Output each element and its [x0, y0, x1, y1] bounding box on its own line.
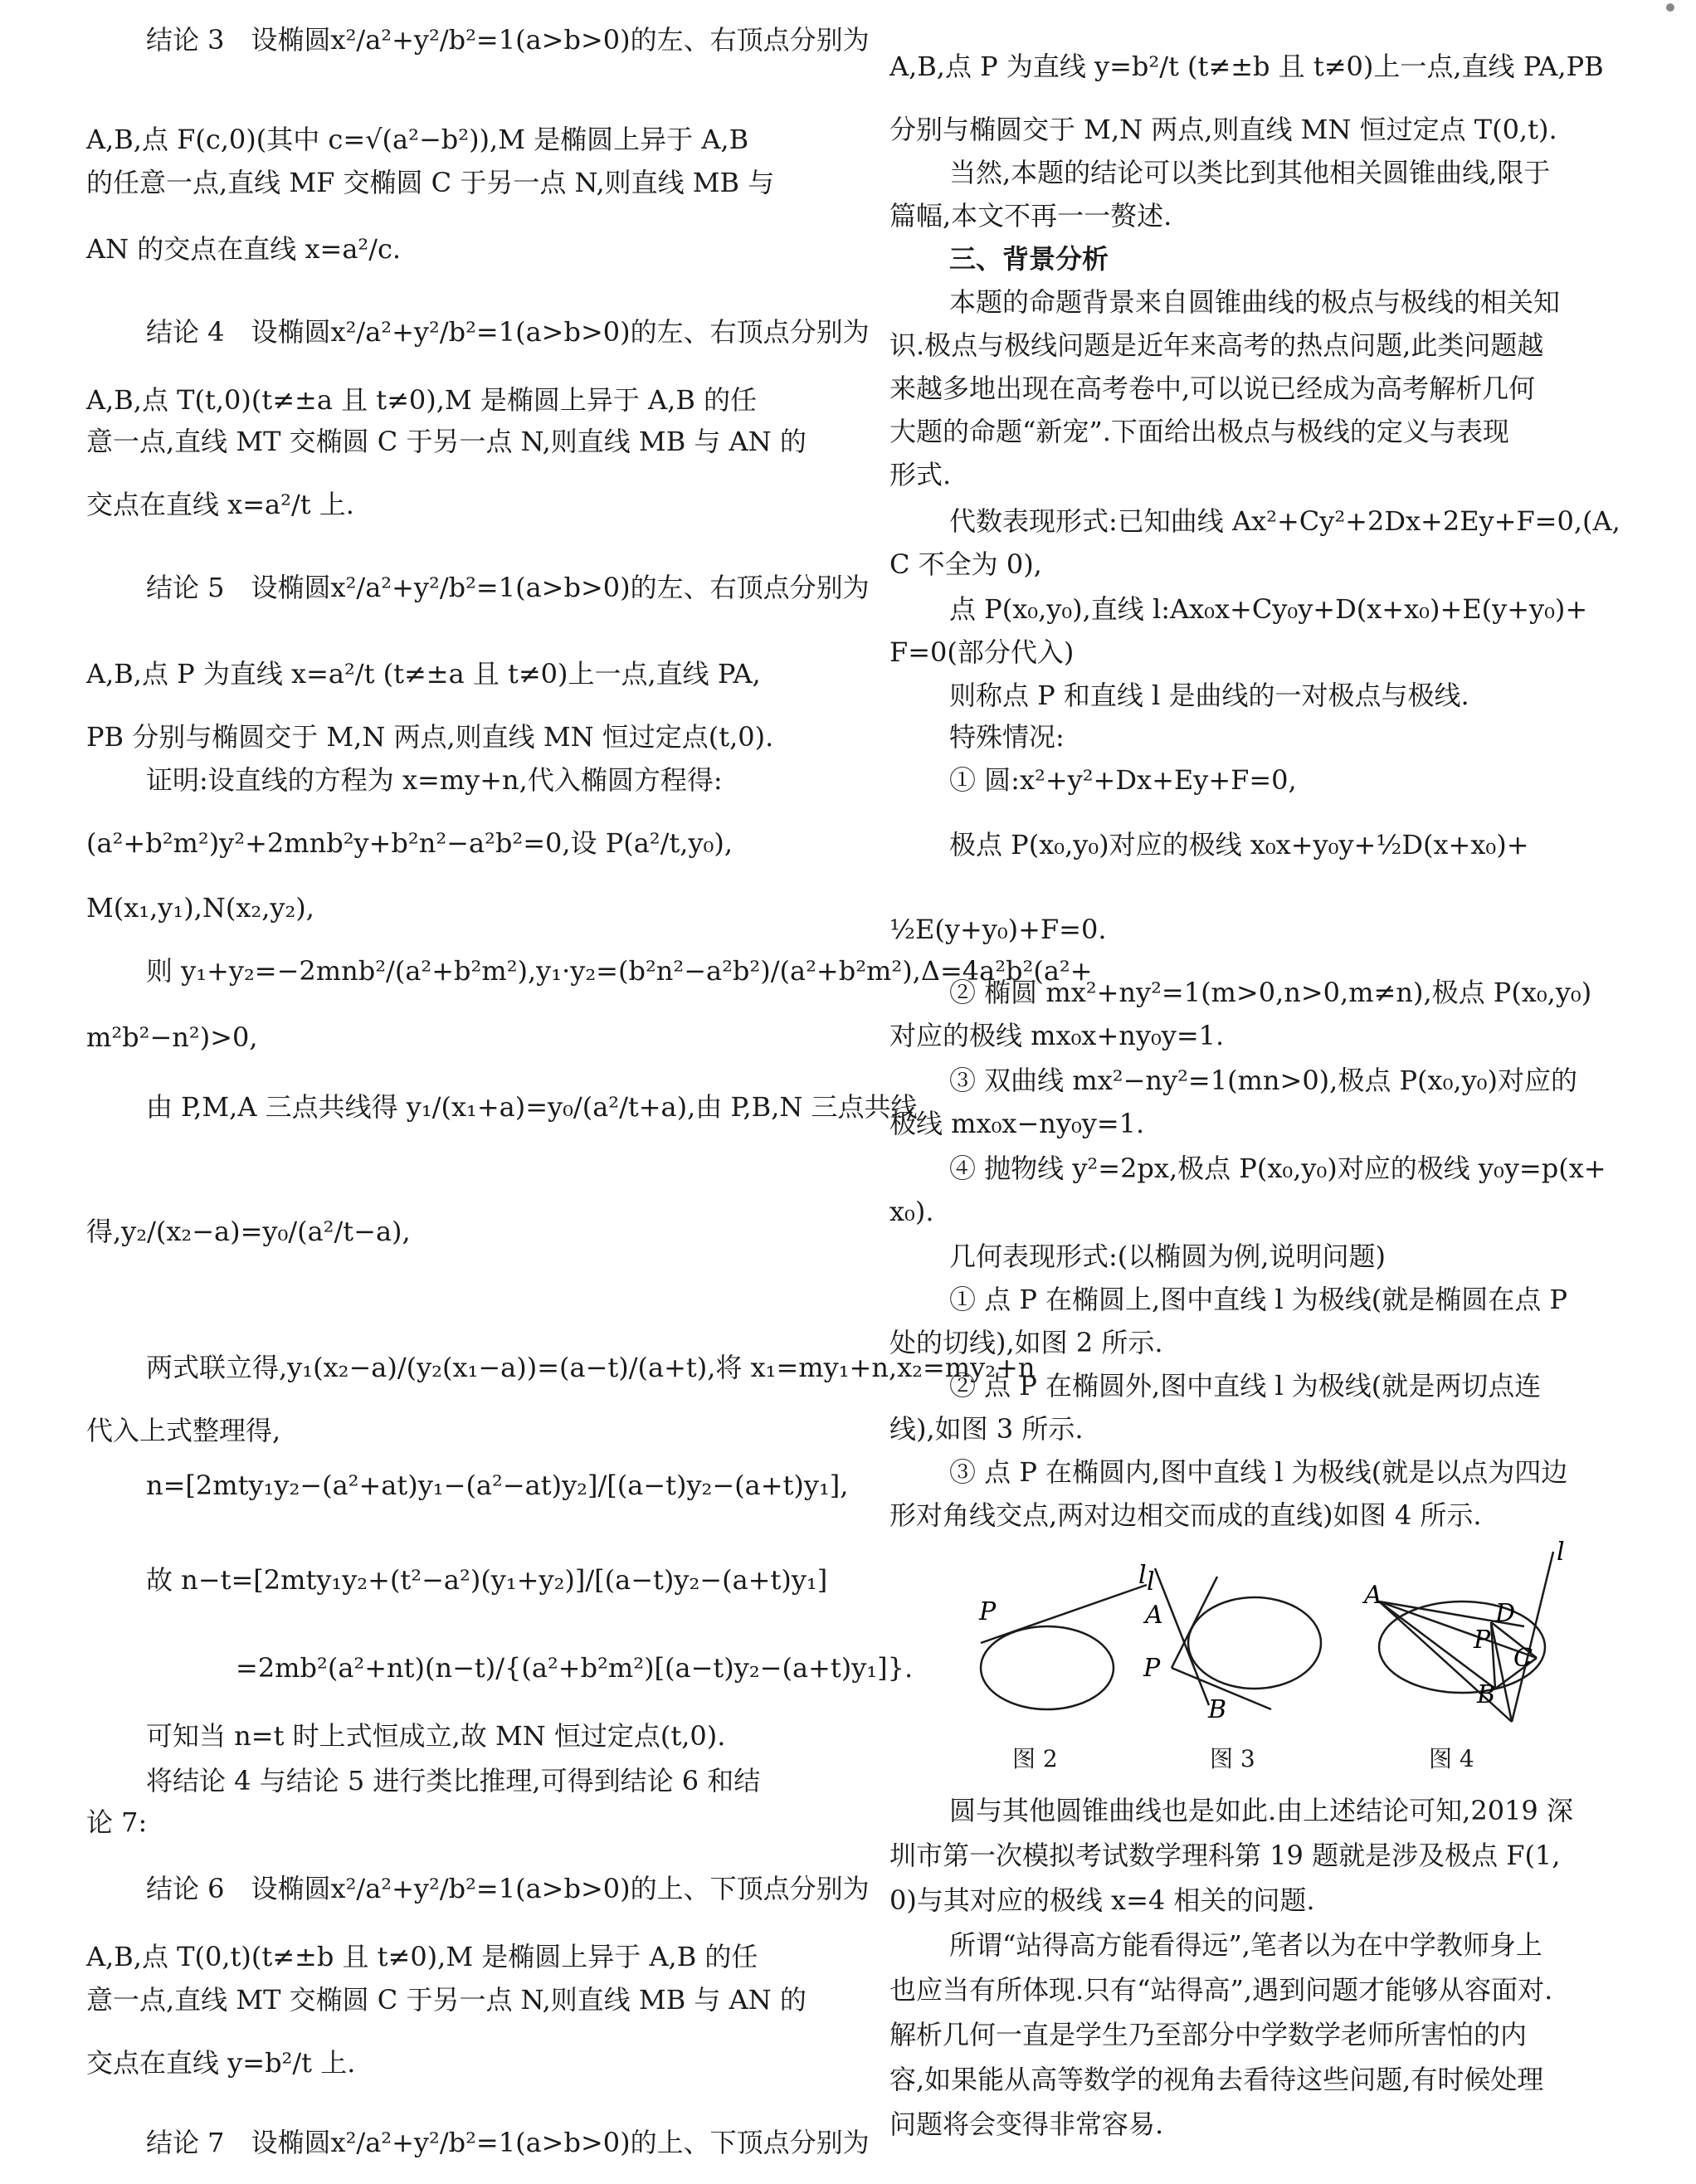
text-line: 则 y₁+y₂=−2mnb²/(a²+b²m²),y₁·y₂=(b²n²−a²b²)/(a²+b²m²),Δ=4a²b²(a²+ — [146, 955, 1093, 987]
text-line: ① 圆:x²+y²+Dx+Ey+F=0, — [949, 764, 1297, 796]
text-line: 则称点 P 和直线 l 是曲线的一对极点与极线. — [949, 680, 1469, 711]
fig4-label-p: P — [1474, 1626, 1491, 1655]
text-line: AN 的交点在直线 x=a²/c. — [86, 233, 402, 265]
text-line: 篇幅,本文不再一一赘述. — [889, 200, 1172, 232]
text-line: m²b²−n²)>0, — [86, 1021, 258, 1053]
text-line: 本题的命题背景来自圆锥曲线的极点与极线的相关知 — [949, 286, 1561, 318]
text-line: ② 椭圆 mx²+ny²=1(m>0,n>0,m≠n),极点 P(x₀,y₀) — [949, 977, 1592, 1008]
text-line: 结论 6 设椭圆x²/a²+y²/b²=1(a>b>0)的上、下顶点分别为 — [146, 1873, 870, 1904]
fig3-label-b: B — [1208, 1695, 1227, 1724]
text-line: A,B,点 P 为直线 x=a²/t (t≠±a 且 t≠0)上一点,直线 PA, — [86, 658, 761, 690]
text-line: 也应当有所体现.只有“站得高”,遇到问题才能够从容面对. — [889, 1974, 1553, 2006]
text-line: n=[2mty₁y₂−(a²+at)y₁−(a²−at)y₂]/[(a−t)y₂−(a+t)y₁], — [146, 1470, 849, 1501]
text-line: 极线 mx₀x−ny₀y=1. — [889, 1108, 1145, 1139]
fig3-label-p: P — [1143, 1654, 1161, 1683]
text-line: 的任意一点,直线 MF 交椭圆 C 于另一点 N,则直线 MB 与 — [86, 167, 775, 198]
fig4-label-b: B — [1477, 1680, 1496, 1709]
fig3-label-l: l — [1138, 1561, 1147, 1590]
text-line: 意一点,直线 MT 交椭圆 C 于另一点 N,则直线 MB 与 AN 的 — [86, 1984, 807, 2016]
text-line: (a²+b²m²)y²+2mnb²y+b²n²−a²b²=0,设 P(a²/t,y₀), — [86, 827, 733, 859]
fig4-label-c: C — [1513, 1644, 1533, 1673]
text-line: M(x₁,y₁),N(x₂,y₂), — [86, 892, 314, 924]
figure-4-caption: 图 4 — [1429, 1745, 1474, 1772]
text-line: 当然,本题的结论可以类比到其他相关圆锥曲线,限于 — [949, 157, 1551, 188]
figure-3 — [1130, 1560, 1346, 1726]
text-line: 线),如图 3 所示. — [889, 1413, 1084, 1445]
fig4-label-a: A — [1364, 1581, 1382, 1610]
figure-3-caption: 图 3 — [1210, 1745, 1255, 1772]
fig2-label-l: l — [1147, 1567, 1155, 1597]
text-line: ④ 抛物线 y²=2px,极点 P(x₀,y₀)对应的极线 y₀y=p(x+ — [949, 1153, 1606, 1184]
text-line: F=0(部分代入) — [889, 636, 1075, 668]
scroll-indicator[interactable] — [1666, 3, 1674, 12]
text-line: 圳市第一次模拟考试数学理科第 19 题就是涉及极点 F(1, — [889, 1840, 1561, 1871]
text-line: 识.极点与极线问题是近年来高考的热点问题,此类问题越 — [889, 329, 1544, 361]
text-line: PB 分别与椭圆交于 M,N 两点,则直线 MN 恒过定点(t,0). — [86, 721, 774, 753]
text-line: 0)与其对应的极线 x=4 相关的问题. — [889, 1884, 1315, 1916]
text-line: C 不全为 0), — [889, 548, 1042, 580]
figure-4 — [1338, 1535, 1620, 1734]
text-line: 由 P,M,A 三点共线得 y₁/(x₁+a)=y₀/(a²/t+a),由 P,B,N 三点共线 — [146, 1091, 918, 1123]
text-line: ③ 双曲线 mx²−ny²=1(mn>0),极点 P(x₀,y₀)对应的 — [949, 1065, 1577, 1096]
fig4-label-l: l — [1557, 1538, 1565, 1567]
text-line: 结论 4 设椭圆x²/a²+y²/b²=1(a>b>0)的左、右顶点分别为 — [146, 316, 870, 348]
text-line: ½E(y+y₀)+F=0. — [889, 914, 1107, 945]
text-line: A,B,点 T(t,0)(t≠±a 且 t≠0),M 是椭圆上异于 A,B 的任 — [86, 384, 758, 416]
text-line: 处的切线),如图 2 所示. — [889, 1327, 1163, 1358]
text-line: 得,y₂/(x₂−a)=y₀/(a²/t−a), — [86, 1216, 411, 1247]
text-line: A,B,点 F(c,0)(其中 c=√(a²−b²)),M 是椭圆上异于 A,B — [86, 124, 749, 155]
text-line: 可知当 n=t 时上式恒成立,故 MN 恒过定点(t,0). — [146, 1720, 726, 1752]
text-line: A,B,点 P 为直线 y=b²/t (t≠±b 且 t≠0)上一点,直线 PA,PB — [889, 51, 1604, 82]
text-line: 对应的极线 mx₀x+ny₀y=1. — [889, 1020, 1225, 1051]
text-line: 圆与其他圆锥曲线也是如此.由上述结论可知,2019 深 — [949, 1795, 1573, 1826]
text-line: 论 7: — [86, 1806, 148, 1838]
text-line: A,B,点 T(0,t)(t≠±b 且 t≠0),M 是椭圆上异于 A,B 的任 — [86, 1941, 758, 1972]
fig2-label-p: P — [979, 1597, 997, 1626]
text-line: 代数表现形式:已知曲线 Ax²+Cy²+2Dx+2Ey+F=0,(A, — [949, 505, 1620, 537]
text-line: x₀). — [889, 1196, 934, 1227]
text-line: 解析几何一直是学生乃至部分中学数学老师所害怕的内 — [889, 2019, 1528, 2050]
text-line: 故 n−t=[2mty₁y₂+(t²−a²)(y₁+y₂)]/[(a−t)y₂−(a+t)y₁] — [146, 1564, 828, 1596]
text-line: 来越多地出现在高考卷中,可以说已经成为高考解析几何 — [889, 373, 1536, 404]
figure-2-caption: 图 2 — [1012, 1745, 1058, 1772]
fig3-label-a: A — [1145, 1601, 1163, 1630]
text-line: 交点在直线 y=b²/t 上. — [86, 2047, 356, 2079]
section-heading: 三、背景分析 — [949, 243, 1109, 275]
text-line: =2mb²(a²+nt)(n−t)/{(a²+b²m²)[(a−t)y₂−(a+t)y₁]}. — [236, 1652, 914, 1684]
text-line: ③ 点 P 在椭圆内,图中直线 l 为极线(就是以点为四边 — [949, 1456, 1568, 1488]
text-line: 将结论 4 与结论 5 进行类比推理,可得到结论 6 和结 — [146, 1765, 761, 1796]
text-line: 大题的命题“新宠”.下面给出极点与极线的定义与表现 — [889, 416, 1509, 447]
text-line: 点 P(x₀,y₀),直线 l:Ax₀x+Cy₀y+D(x+x₀)+E(y+y₀)+ — [949, 593, 1588, 625]
text-line: ② 点 P 在椭圆外,图中直线 l 为极线(就是两切点连 — [949, 1370, 1542, 1402]
text-line: 结论 7 设椭圆x²/a²+y²/b²=1(a>b>0)的上、下顶点分别为 — [146, 2127, 870, 2158]
text-line: 意一点,直线 MT 交椭圆 C 于另一点 N,则直线 MB 与 AN 的 — [86, 426, 807, 457]
text-line: 证明:设直线的方程为 x=my+n,代入椭圆方程得: — [146, 764, 723, 796]
text-line: 容,如果能从高等数学的视角去看待这些问题,有时候处理 — [889, 2064, 1544, 2095]
text-line: 所谓“站得高方能看得远”,笔者以为在中学教师身上 — [949, 1929, 1542, 1961]
text-line: 极点 P(x₀,y₀)对应的极线 x₀x+y₀y+½D(x+x₀)+ — [949, 829, 1529, 860]
text-line: 问题将会变得非常容易. — [889, 2108, 1164, 2140]
text-line: 代入上式整理得, — [86, 1415, 281, 1446]
text-line: 分别与椭圆交于 M,N 两点,则直线 MN 恒过定点 T(0,t). — [889, 114, 1557, 145]
text-line: 两式联立得,y₁(x₂−a)/(y₂(x₁−a))=(a−t)/(a+t),将 x₁=my₁+n,x₂=my₂+n — [146, 1352, 1036, 1383]
text-line: 结论 3 设椭圆x²/a²+y²/b²=1(a>b>0)的左、右顶点分别为 — [146, 24, 870, 56]
text-line: 结论 5 设椭圆x²/a²+y²/b²=1(a>b>0)的左、右顶点分别为 — [146, 572, 870, 603]
text-line: 几何表现形式:(以椭圆为例,说明问题) — [949, 1241, 1386, 1272]
text-line: 交点在直线 x=a²/t 上. — [86, 489, 354, 520]
text-line: 形式. — [889, 459, 952, 490]
text-line: ① 点 P 在椭圆上,图中直线 l 为极线(就是椭圆在点 P — [949, 1284, 1567, 1315]
text-line: 特殊情况: — [949, 721, 1065, 753]
text-line: 形对角线交点,两对边相交而成的直线)如图 4 所示. — [889, 1499, 1482, 1531]
fig4-label-d: D — [1495, 1599, 1516, 1628]
